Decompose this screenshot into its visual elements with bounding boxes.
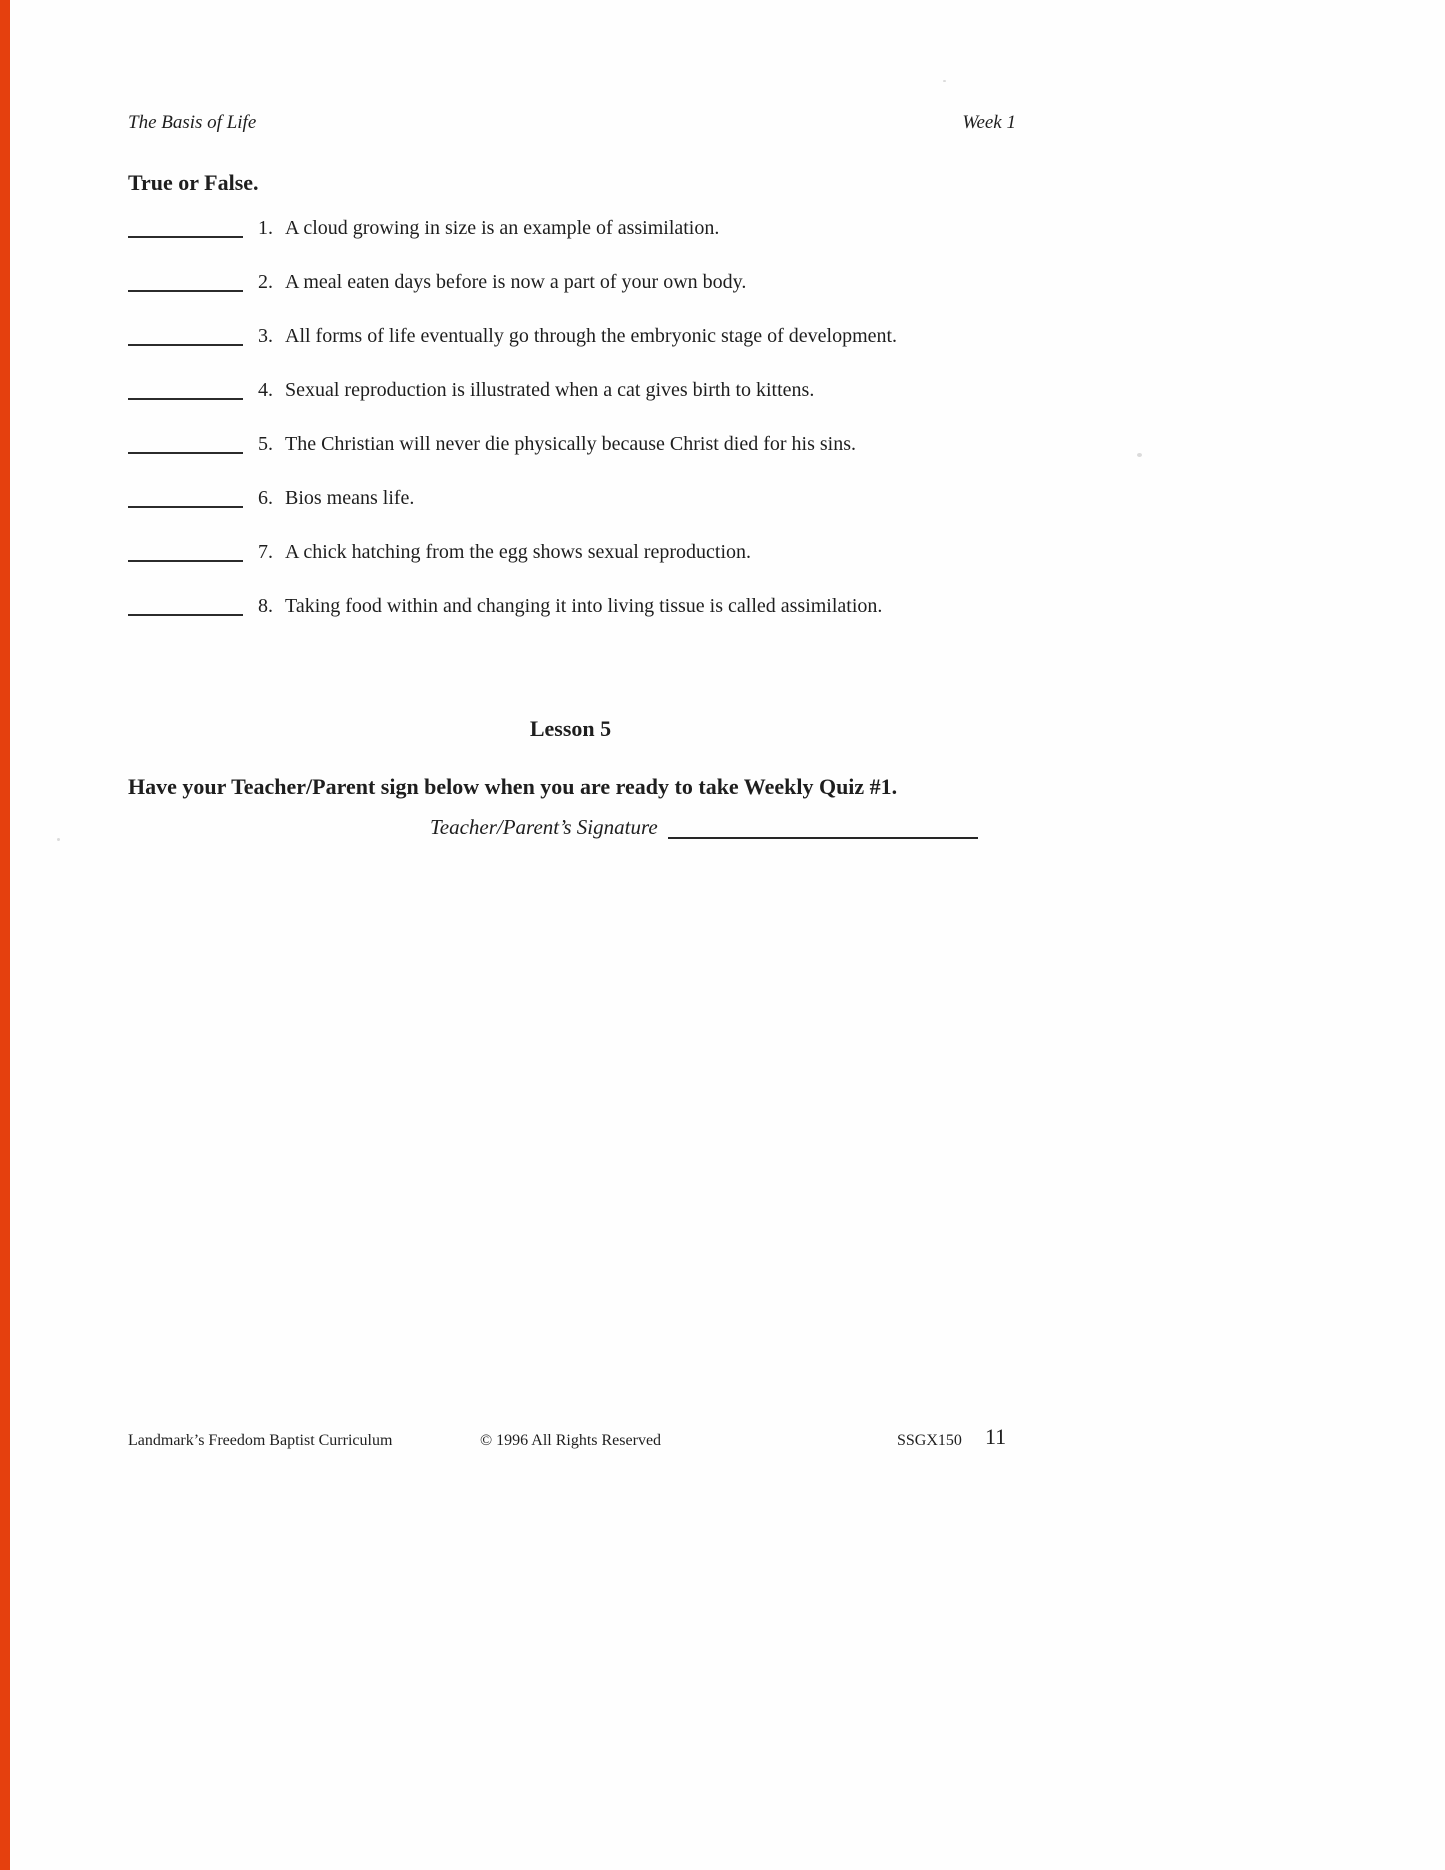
question-number: 4. xyxy=(258,379,273,401)
question-text: A cloud growing in size is an example of assimilation. xyxy=(285,217,720,239)
question-text: A chick hatching from the egg shows sexual reproduction. xyxy=(285,541,751,563)
week-label: Week 1 xyxy=(962,112,1016,133)
footer-code: SSGX150 xyxy=(897,1432,962,1449)
footer-page-number: 11 xyxy=(985,1424,1007,1449)
question-text: A meal eaten days before is now a part of your own body. xyxy=(285,271,747,293)
question-text: The Christian will never die physically because Christ died for his sins. xyxy=(285,433,856,455)
section-title: True or False. xyxy=(128,170,259,195)
question-number: 6. xyxy=(258,487,273,509)
answer-blank-line xyxy=(128,289,243,292)
question-number: 3. xyxy=(258,325,273,347)
question-row xyxy=(128,378,1128,403)
question-text: Sexual reproduction is illustrated when a cat gives birth to kittens. xyxy=(285,379,815,401)
question-number: 1. xyxy=(258,217,273,239)
question-row xyxy=(128,540,1128,565)
signature-line xyxy=(668,836,978,839)
answer-blank-line xyxy=(128,451,243,454)
question-row xyxy=(128,216,1128,241)
scan-speck xyxy=(1137,453,1142,457)
question-text: Taking food within and changing it into living tissue is called assimilation. xyxy=(285,595,883,617)
answer-blank-line xyxy=(128,397,243,400)
question-row xyxy=(128,270,1128,295)
page-header xyxy=(128,112,1016,134)
footer-publisher: Landmark’s Freedom Baptist Curriculum xyxy=(128,1432,393,1449)
question-text: Bios means life. xyxy=(285,487,415,509)
question-number: 2. xyxy=(258,271,273,293)
footer-copyright: © 1996 All Rights Reserved xyxy=(480,1432,662,1449)
answer-blank-line xyxy=(128,559,243,562)
signature-row xyxy=(128,815,1360,840)
question-row xyxy=(128,594,1128,619)
signature-instruction: Have your Teacher/Parent sign below when you are ready to take Weekly Quiz #1. xyxy=(128,774,898,799)
question-number: 8. xyxy=(258,595,273,617)
question-row xyxy=(128,486,1128,511)
scan-speck xyxy=(943,80,946,82)
signature-label: Teacher/Parent’s Signature xyxy=(430,815,658,839)
question-row xyxy=(128,432,1128,457)
page-edge-stripe xyxy=(0,0,10,1870)
answer-blank-line xyxy=(128,235,243,238)
answer-blank-line xyxy=(128,343,243,346)
course-title: The Basis of Life xyxy=(128,112,257,133)
answer-blank-line xyxy=(128,613,243,616)
question-number: 5. xyxy=(258,433,273,455)
question-text: All forms of life eventually go through the embryonic stage of development. xyxy=(285,325,898,347)
lesson-heading: Lesson 5 xyxy=(529,716,612,741)
question-list xyxy=(128,216,1128,648)
answer-blank-line xyxy=(128,505,243,508)
question-number: 7. xyxy=(258,541,273,563)
scan-speck xyxy=(57,838,60,841)
question-row xyxy=(128,324,1128,349)
